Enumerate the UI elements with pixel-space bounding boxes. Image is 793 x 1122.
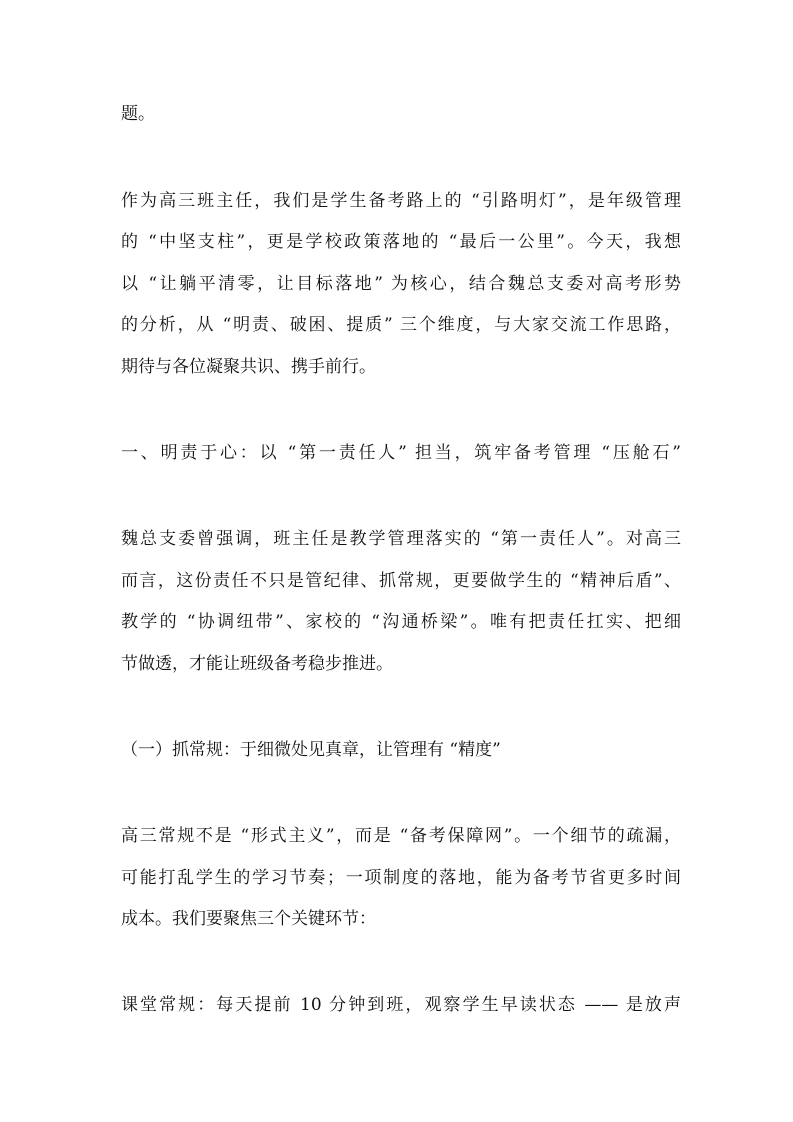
text-line: 成本。我们要聚焦三个关键环节： xyxy=(121,909,376,929)
text-line: 期待与各位凝聚共识、携手前行。 xyxy=(121,357,376,377)
text-line: 的 “中坚支柱”，更是学校政策落地的 “最后一公里”。今天，我想 xyxy=(121,232,681,252)
text-line: 题。 xyxy=(121,104,155,124)
text-line: 节做透，才能让班级备考稳步推进。 xyxy=(121,654,393,674)
text-line: 课堂常规：每天提前 10 分钟到班，观察学生早读状态 —— 是放声 xyxy=(121,995,681,1015)
subsection-heading: （一）抓常规：于细微处见真章，让管理有 “精度” xyxy=(121,740,501,760)
text-line: 以 “让躺平清零，让目标落地” 为核心，结合魏总支委对高考形势 xyxy=(121,274,681,294)
text-line: 教学的 “协调纽带”、家校的 “沟通桥梁”。唯有把责任扛实、把细 xyxy=(121,612,681,632)
text-line: 高三常规不是 “形式主义”，而是 “备考保障网”。一个细节的疏漏， xyxy=(121,826,681,846)
text-line: 的分析，从 “明责、破困、提质” 三个维度，与大家交流工作思路， xyxy=(121,315,681,335)
text-line: 魏总支委曾强调，班主任是教学管理落实的 “第一责任人”。对高三 xyxy=(121,529,681,549)
section-heading: 一、明责于心：以 “第一责任人” 担当，筑牢备考管理 “压舱石” xyxy=(121,443,681,463)
text-line: 可能打乱学生的学习节奏；一项制度的落地，能为备考节省更多时间 xyxy=(121,868,681,888)
text-line: 作为高三班主任，我们是学生备考路上的 “引路明灯”，是年级管理 xyxy=(121,191,681,211)
text-line: 而言，这份责任不只是管纪律、抓常规，更要做学生的 “精神后盾”、 xyxy=(121,571,681,591)
